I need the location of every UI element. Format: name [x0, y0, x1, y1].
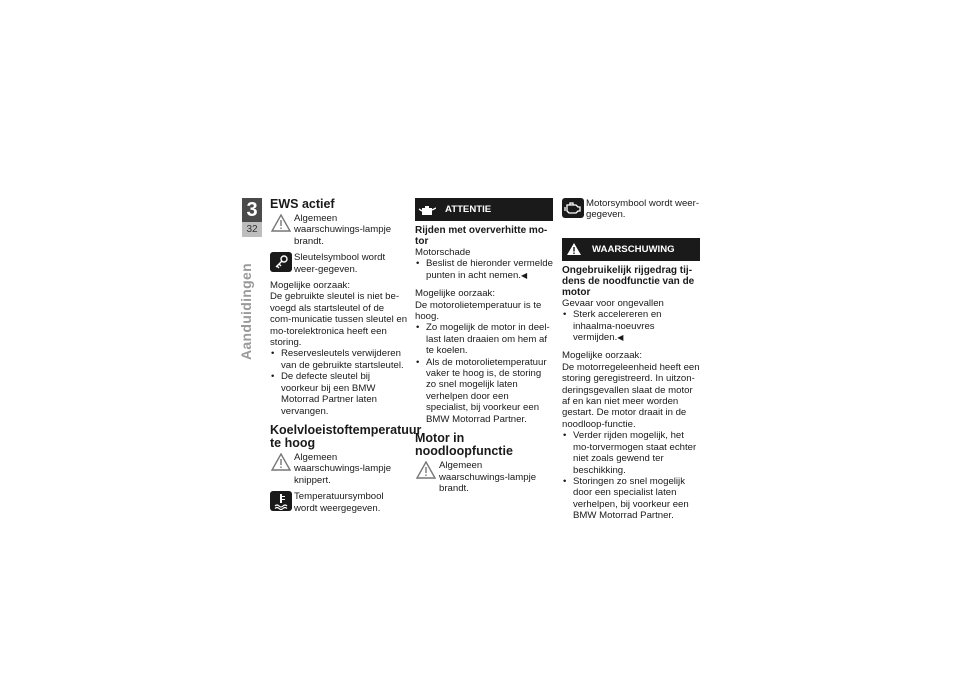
- engine-symbol-row: [562, 198, 700, 221]
- cause-label: Mogelijke oorzaak:: [562, 350, 642, 362]
- warning-triangle-icon: [270, 452, 292, 472]
- coolant-heading: Koelvloeistoftemperatuur te hoog: [270, 422, 422, 450]
- warning-triangle-icon: [270, 213, 292, 233]
- cause-bullet-list: [415, 322, 553, 425]
- attention-banner: [415, 198, 553, 221]
- attention-label: ATTENTIE: [445, 203, 492, 215]
- list-item: • Zo mogelijk de motor in deel-last laten draaien om hem af te koelen.: [415, 322, 553, 356]
- cause-label: Mogelijke oorzaak:: [415, 288, 495, 300]
- cause-text: De motorolietemperatuur is te hoog.: [415, 299, 542, 323]
- page-number: 32: [242, 222, 262, 237]
- column-3: [562, 198, 700, 522]
- cause-bullet-list: [562, 430, 700, 521]
- emergency-warning-row: [415, 460, 553, 494]
- warning-sub: Gevaar voor ongevallen: [562, 297, 664, 309]
- attention-sub: Motorschade: [415, 247, 471, 258]
- coolant-temp-row: [270, 491, 408, 514]
- warning-label: WAARSCHUWING: [592, 243, 675, 255]
- ews-heading: EWS actief: [270, 197, 335, 211]
- ews-warning-text: Algemeen waarschuwings-lampje brandt.: [294, 213, 392, 247]
- column-2: [415, 198, 553, 499]
- end-mark: ◀: [520, 270, 528, 280]
- ews-key-text: Sleutelsymbool wordt weer-gegeven.: [294, 252, 386, 275]
- chapter-title: Aanduidingen: [238, 263, 254, 360]
- oil-can-icon: [415, 204, 439, 216]
- list-item: • Beslist de hieronder vermelde punten in acht nemen.◀: [415, 258, 553, 281]
- key-icon: [270, 252, 292, 272]
- coolant-temp-text: Temperatuursymbool wordt weergegeven.: [294, 491, 384, 514]
- chapter-number: 3: [242, 198, 262, 222]
- coolant-warning-text: Algemeen waarschuwings-lampje knippert.: [294, 451, 392, 486]
- list-item: • De defecte sleutel bij voorkeur bij een BMW Motorrad Partner laten vervangen.: [270, 371, 408, 417]
- warning-triangle-icon: [415, 460, 437, 480]
- warning-bullet-list: [562, 309, 700, 343]
- list-item: • Als de motorolietemperatuur vaker te hoog is, de storing zo snel mogelijk laten verhelpen door een specialist, bij voorkeur een BMW Motorrad Partner.: [415, 357, 553, 425]
- emergency-warning-text: Algemeen waarschuwings-lampje brandt.: [439, 460, 537, 494]
- ews-warning-row: [270, 213, 408, 247]
- attention-heading: Rijden met oververhitte mo-tor: [415, 225, 548, 247]
- list-item: • Sterk accelereren en inhaalma-noeuvres vermijden.◀: [562, 309, 700, 343]
- temperature-icon: [270, 491, 292, 511]
- list-item: • Reservesleutels verwijderen van de gebruikte startsleutel.: [270, 348, 408, 371]
- ews-cause-label: Mogelijke oorzaak:: [270, 280, 350, 292]
- list-item: • Storingen zo snel mogelijk door een specialist laten verhelpen, bij voorkeur een BMW Motorrad Partner.: [562, 476, 700, 522]
- chapter-tab: [242, 198, 262, 238]
- ews-key-row: [270, 252, 408, 275]
- warning-triangle-icon: [562, 242, 586, 256]
- ews-bullet-list: [270, 348, 408, 416]
- ews-cause-text: De gebruikte sleutel is niet be-voegd als startsleutel of de com-municatie tussen sleutel en mo-torelektronica heeft een storing.: [270, 291, 408, 349]
- end-mark: ◀: [617, 333, 624, 343]
- cause-text: De motorregeleenheid heeft een storing geregistreerd. In uitzon-deringsgevallen slaat de motor af en kan niet meer worden gestart. De motor draait in de noodloop-functie.: [562, 361, 700, 430]
- attention-bullet-list: [415, 258, 553, 281]
- coolant-warning-row: [270, 452, 408, 486]
- engine-icon: [562, 198, 584, 218]
- warning-banner: [562, 238, 700, 261]
- engine-symbol-text: Motorsymbool wordt weer-gegeven.: [586, 198, 700, 221]
- column-1: [270, 197, 422, 519]
- list-item: • Verder rijden mogelijk, het mo-torvermogen staat echter niet zoals gewend ter beschikking.: [562, 430, 700, 476]
- warning-heading: Ongebruikelijk rijgedrag tij-dens de noodfunctie van de motor: [562, 264, 695, 298]
- emergency-heading: Motor in noodloopfunctie: [415, 431, 513, 459]
